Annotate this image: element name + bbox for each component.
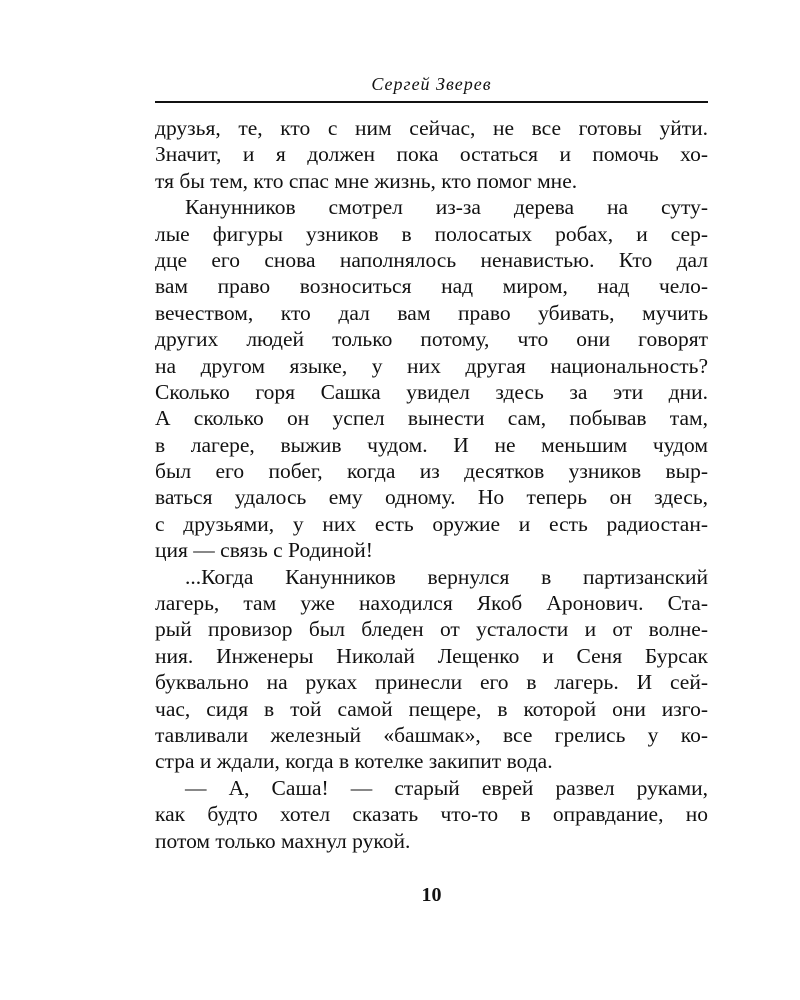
text-line: с друзьями, у них есть оружие и есть радиостан-	[155, 511, 708, 536]
body-text	[155, 115, 708, 854]
text-line: тя бы тем, кто спас мне жизнь, кто помог мне.	[155, 168, 578, 193]
text-line: дце его снова наполнялось ненавистью. Кто дал	[155, 247, 708, 272]
text-line: ваться удалось ему одному. Но теперь он здесь,	[155, 485, 708, 510]
text-line: стра и ждали, когда в котелке закипит вода.	[155, 749, 553, 774]
text-line: тавливали железный «башмак», все грелись у ко-	[155, 722, 708, 747]
text-line: ния. Инженеры Николай Лещенко и Сеня Бурсак	[155, 643, 708, 668]
text-line: вам право возноситься над миром, над чело-	[155, 274, 708, 299]
text-line: ция — связь с Родиной!	[155, 538, 373, 563]
text-line: Сколько горя Сашка увидел здесь за эти дни.	[155, 379, 708, 404]
text-line: — А, Саша! — старый еврей развел руками,	[185, 775, 708, 800]
running-head: Сергей Зверев	[371, 74, 492, 94]
header-rule	[155, 101, 708, 103]
text-line: других людей только потому, что они говорят	[155, 327, 708, 352]
text-line: Значит, и я должен пока остаться и помочь хо-	[155, 142, 708, 167]
text-line: как будто хотел сказать что-то в оправдание, но	[155, 802, 708, 827]
text-line: был его побег, когда из десятков узников выр-	[155, 459, 708, 484]
page-number: 10	[421, 884, 442, 906]
text-line: час, сидя в той самой пещере, в которой они изго-	[155, 696, 708, 721]
text-line: лые фигуры узников в полосатых робах, и сер-	[155, 221, 708, 246]
text-line: в лагере, выжив чудом. И не меньшим чудом	[155, 432, 708, 457]
text-line: рый провизор был бледен от усталости и от волне-	[155, 617, 708, 642]
text-line: друзья, те, кто с ним сейчас, не все готовы уйти.	[155, 116, 708, 140]
text-line: ...Когда Канунников вернулся в партизанский	[185, 564, 708, 589]
text-line: на другом языке, у них другая национальность?	[155, 353, 708, 378]
text-line: вечеством, кто дал вам право убивать, мучить	[155, 300, 708, 325]
text-line: потом только махнул рукой.	[155, 828, 411, 853]
text-line: Канунников смотрел из-за дерева на суту-	[185, 195, 708, 220]
text-line: буквально на руках принесли его в лагерь. И сей-	[155, 670, 708, 695]
text-line: лагерь, там уже находился Якоб Аронович. Ста-	[155, 591, 708, 616]
text-line: А сколько он успел вынести сам, побывав там,	[155, 406, 708, 431]
